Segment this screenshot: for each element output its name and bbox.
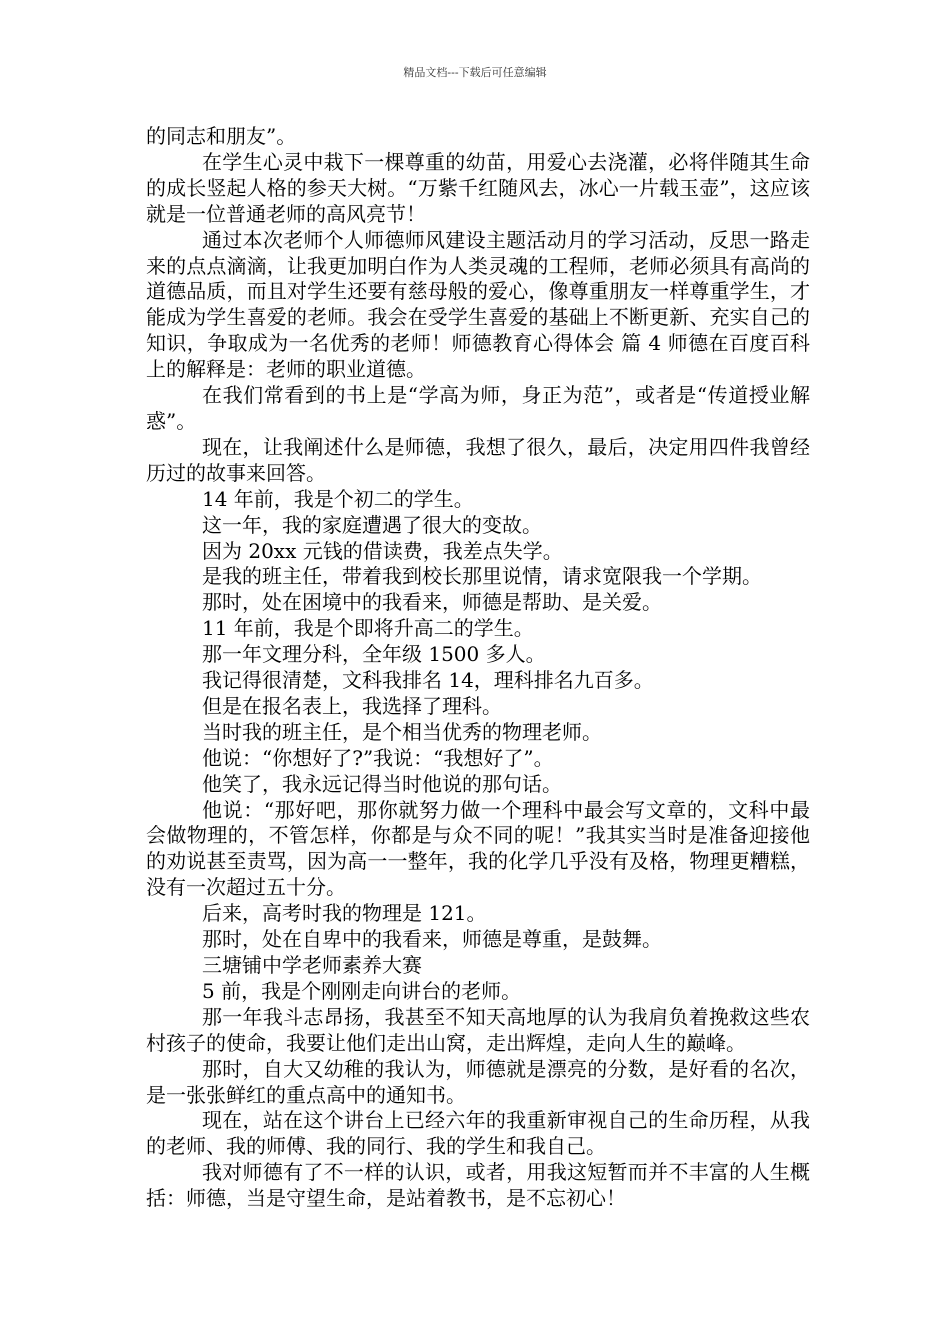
paragraph: 在我们常看到的书上是“学高为师，身正为范”，或者是“传道授业解惑”。 — [146, 383, 810, 433]
paragraph: 14 年前，我是个初二的学生。 — [202, 486, 474, 511]
paragraph: 那时，处在自卑中的我看来，师德是尊重，是鼓舞。 — [202, 927, 662, 952]
paragraph: 我对师德有了不一样的认识，或者，用我这短暂而并不丰富的人生概括：师德，当是守望生命，是站着教书，是不忘初心！ — [146, 1160, 810, 1211]
paragraph: 但是在报名表上，我选择了理科。 — [202, 693, 502, 718]
paragraph: 在学生心灵中栽下一棵尊重的幼苗，用爱心去浇灌，必将伴随其生命的成长竖起人格的参天大树。“万紫千红随风去，冰心一片载玉壶”，这应该就是一位普通老师的高风亮节！ — [146, 149, 810, 226]
paragraph: 现在，让我阐述什么是师德，我想了很久，最后，决定用四件我曾经历过的故事来回答。 — [146, 434, 810, 485]
page-header: 精品文档---下载后可任意编辑 — [403, 66, 547, 79]
paragraph: 我记得很清楚，文科我排名 14，理科排名九百多。 — [202, 668, 654, 693]
paragraph: 后来，高考时我的物理是 121。 — [202, 901, 487, 926]
paragraph: 5 前，我是个刚刚走向讲台的老师。 — [202, 978, 522, 1003]
paragraph: 那一年我斗志昂扬，我甚至不知天高地厚的认为我肩负着挽救这些农村孩子的使命，我要让他们走出山窝，走出辉煌，走向人生的巅峰。 — [146, 1004, 810, 1055]
paragraph: 这一年，我的家庭遭遇了很大的变故。 — [202, 512, 542, 537]
paragraph: 他笑了，我永远记得当时他说的那句话。 — [202, 771, 562, 796]
paragraph: 当时我的班主任，是个相当优秀的物理老师。 — [202, 719, 602, 744]
paragraph: 11 年前，我是个即将升高二的学生。 — [202, 616, 534, 641]
paragraph: 通过本次老师个人师德师风建设主题活动月的学习活动，反思一路走来的点点滴滴，让我更加明白作为人类灵魂的工程师，老师必须具有高尚的道德品质，而且对学生还要有慈母般的爱心，像尊重朋友一样尊重学生，才能成为学生喜爱的老师。我会在受学生喜爱的基础上不断更新、充实自己的知识，争取成为一名优秀的老师！师德教育心得体会 篇 4 师德在百度百科上的解释是：老师的职业道德。 — [146, 227, 810, 382]
paragraph: 他说：“你想好了?”我说：“我想好了”。 — [202, 745, 554, 770]
paragraph: 是我的班主任，带着我到校长那里说情，请求宽限我一个学期。 — [202, 564, 762, 589]
paragraph: 他说：“那好吧，那你就努力做一个理科中最会写文章的，文科中最会做物理的，不管怎样，你都是与众不同的呢！”我其实当时是准备迎接他的劝说甚至责骂，因为高一一整年，我的化学几乎没有及格，物理更糟糕，没有一次超过五十分。 — [146, 797, 810, 900]
paragraph: 因为 20xx 元钱的借读费，我差点失学。 — [202, 538, 563, 563]
paragraph: 那时，自大又幼稚的我认为，师德就是漂亮的分数，是好看的名次，是一张张鲜红的重点高中的通知书。 — [146, 1056, 810, 1107]
paragraph: 那一年文理分科，全年级 1500 多人。 — [202, 642, 546, 667]
paragraph: 那时，处在困境中的我看来，师德是帮助、是关爱。 — [202, 590, 662, 615]
paragraph: 的同志和朋友”。 — [146, 124, 297, 148]
paragraph: 现在，站在这个讲台上已经六年的我重新审视自己的生命历程，从我的老师、我的师傅、我的同行、我的学生和我自己。 — [146, 1108, 810, 1159]
paragraph: 三塘铺中学老师素养大赛 — [202, 953, 422, 977]
document-body — [146, 124, 810, 1212]
